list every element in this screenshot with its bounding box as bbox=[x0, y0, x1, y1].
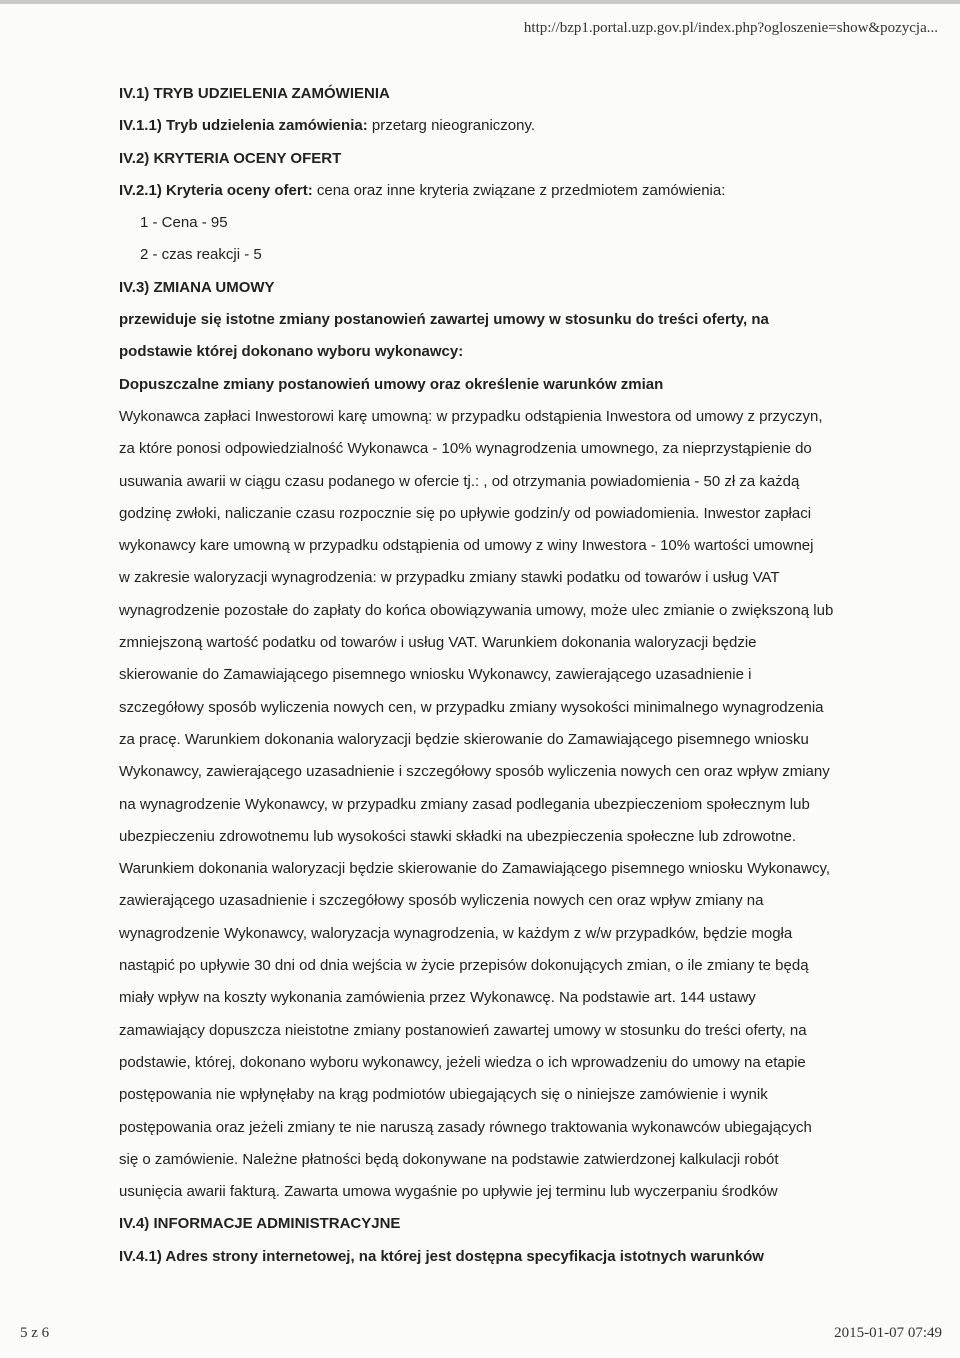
text-line: w zakresie waloryzacji wynagrodzenia: w przypadku zmiany stawki podatku od towarów i usług VAT bbox=[119, 569, 780, 587]
text-line: szczegółowy sposób wyliczenia nowych cen, w przypadku zmiany wysokości minimalnego wynagrodzenia bbox=[119, 698, 824, 716]
text-line: wykonawcy kare umowną w przypadku odstąpienia od umowy z winy Inwestora - 10% wartości umownej bbox=[119, 537, 814, 555]
text-line: zmniejszoną wartość podatku od towarów i usług VAT. Warunkiem dokonania waloryzacji będzie bbox=[119, 634, 757, 652]
text-line: postępowania nie wpłynęłaby na krąg podmiotów ubiegających się o niniejsze zamówienie i wynik bbox=[119, 1086, 768, 1104]
section-iv1-1 bbox=[119, 110, 909, 142]
text-line: wynagrodzenie Wykonawcy, waloryzacja wynagrodzenia, w każdym z w/w przypadków, będzie mogła bbox=[119, 924, 793, 942]
section-iv1-1-label: IV.1.1) Tryb udzielenia zamówienia: bbox=[119, 117, 368, 135]
criterion-item: 2 - czas reakcji - 5 bbox=[140, 246, 262, 264]
section-iv2-1-label: IV.2.1) Kryteria oceny ofert: bbox=[119, 181, 313, 199]
text-line: godzinę zwłoki, naliczanie czasu rozpocznie się po upływie godzin/y od powiadomienia. Inwestor zapłaci bbox=[119, 504, 812, 522]
page-top-edge bbox=[0, 0, 960, 4]
bold-line: przewiduje się istotne zmiany postanowień zawartej umowy w stosunku do treści oferty, na bbox=[119, 311, 769, 329]
text-line: miały wpływ na koszty wykonania zamówienia przez Wykonawcę. Na podstawie art. 144 ustawy bbox=[119, 989, 756, 1007]
section-iv2-1-value: cena oraz inne kryteria związane z przedmiotem zamówienia: bbox=[312, 181, 726, 199]
text-line: się o zamówienie. Należne płatności będą dokonywane na podstawie zatwierdzonej kalkulacji robót bbox=[119, 1150, 779, 1168]
text-line: za które ponosi odpowiedzialność Wykonawca - 10% wynagrodzenia umownego, za nieprzystąpienie do bbox=[119, 440, 812, 458]
section-iv4-title: IV.4) INFORMACJE ADMINISTRACYJNE bbox=[119, 1215, 401, 1233]
criterion-item: 1 - Cena - 95 bbox=[140, 214, 228, 232]
text-line: podstawie, której, dokonano wyboru wykonawcy, jeżeli wiedza o ich wprowadzeniu do umowy na etapie bbox=[119, 1053, 806, 1071]
text-line: zawierającego uzasadnienie i szczegółowy sposób wyliczenia nowych cen oraz wpływ zmiany na bbox=[119, 892, 764, 910]
print-datetime: 2015-01-07 07:49 bbox=[834, 1325, 942, 1341]
section-iv4-1-title: IV.4.1) Adres strony internetowej, na której jest dostępna specyfikacja istotnych warunków bbox=[119, 1247, 764, 1265]
text-line: wynagrodzenie pozostałe do zapłaty do końca obowiązywania umowy, może ulec zmianie o zwiększoną lub bbox=[119, 601, 834, 619]
text-line: ubezpieczeniu zdrowotnemu lub wysokości stawki składki na ubezpieczenia społeczne lub zdrowotne. bbox=[119, 827, 797, 845]
section-iv2-1 bbox=[119, 175, 909, 207]
text-line: Wykonawcy, zawierającego uzasadnienie i szczegółowy sposób wyliczenia nowych cen oraz wpływ zmiany bbox=[119, 763, 830, 781]
section-iv1-1-value: przetarg nieograniczony. bbox=[367, 117, 536, 135]
text-line: Wykonawca zapłaci Inwestorowi karę umowną: w przypadku odstąpienia Inwestora od umowy z przyczyn, bbox=[119, 407, 823, 425]
text-line: postępowania oraz jeżeli zmiany te nie naruszą zasady równego traktowania wykonawców ubiegających bbox=[119, 1118, 812, 1136]
text-line: usuwania awarii w ciągu czasu podanego w ofercie tj.: , od otrzymania powiadomienia - 50 zł za każdą bbox=[119, 472, 800, 490]
text-line: Warunkiem dokonania waloryzacji będzie skierowanie do Zamawiającego pisemnego wniosku Wykonawcy, bbox=[119, 860, 831, 878]
text-line: nastąpić po upływie 30 dni od dnia wejścia w życie przepisów dokonujących zmian, o ile zmiany te będą bbox=[119, 957, 809, 975]
section-iv1-title: IV.1) TRYB UDZIELENIA ZAMÓWIENIA bbox=[119, 85, 390, 102]
text-line: zamawiający dopuszcza nieistotne zmiany postanowień zawartej umowy w stosunku do treści oferty, na bbox=[119, 1021, 807, 1039]
text-line: usunięcia awarii fakturą. Zawarta umowa wygaśnie po upływie jej terminu lub wyczerpaniu środków bbox=[119, 1183, 778, 1201]
page-number: 5 z 6 bbox=[20, 1325, 50, 1341]
section-iv3-title: IV.3) ZMIANA UMOWY bbox=[119, 278, 275, 296]
document-body bbox=[119, 78, 909, 1273]
section-iv2-title: IV.2) KRYTERIA OCENY OFERT bbox=[119, 149, 342, 167]
header-url: http://bzp1.portal.uzp.gov.pl/index.php?ogloszenie=show&pozycja... bbox=[523, 20, 938, 36]
bold-line: Dopuszczalne zmiany postanowień umowy oraz określenie warunków zmian bbox=[119, 375, 664, 393]
text-line: na wynagrodzenie Wykonawcy, w przypadku zmiany zasad podlegania ubezpieczeniom społecznym lub bbox=[119, 795, 810, 813]
bold-line: podstawie której dokonano wyboru wykonawcy: bbox=[119, 343, 464, 361]
text-line: za pracę. Warunkiem dokonania waloryzacji będzie skierowanie do Zamawiającego pisemnego wniosku bbox=[119, 730, 809, 748]
text-line: skierowanie do Zamawiającego pisemnego wniosku Wykonawcy, zawierającego uzasadnienie i bbox=[119, 666, 752, 684]
